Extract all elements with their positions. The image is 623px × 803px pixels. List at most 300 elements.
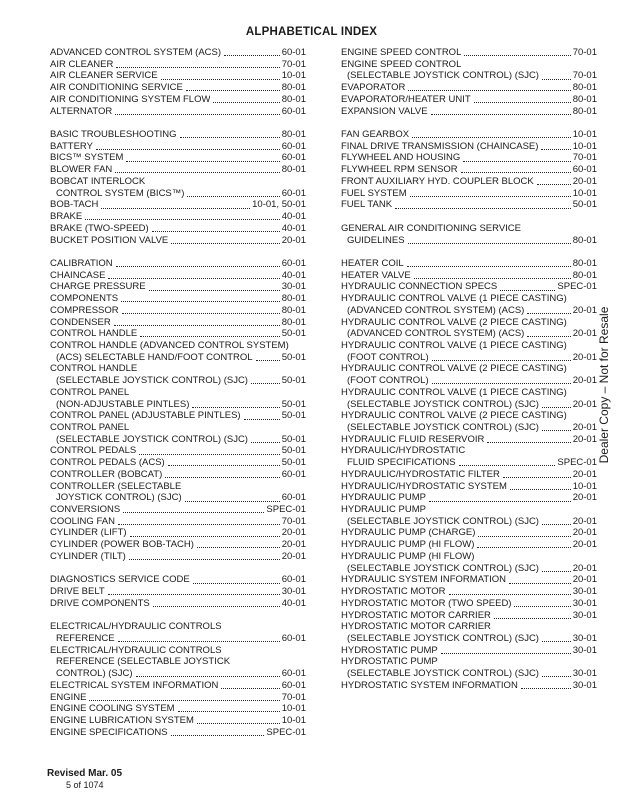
index-entry-label: FUEL SYSTEM <box>341 187 407 199</box>
index-entry-label: CONTROLLER (BOBCAT) <box>50 468 163 480</box>
index-entry-page: 80-01 <box>281 293 306 305</box>
index-entry-page: 80-01 <box>572 93 597 105</box>
index-entry-label: HYDROSTATIC MOTOR (TWO SPEED) <box>341 597 512 609</box>
index-entry-label: CYLINDER (TILT) <box>50 550 126 562</box>
index-row <box>341 633 597 645</box>
dot-leader <box>500 290 555 291</box>
dot-leader <box>101 208 250 209</box>
index-entry-page: 20-01 <box>572 492 597 504</box>
dot-leader <box>165 477 279 478</box>
index-entry-label: HYDRAULIC CONTROL VALVE (2 PIECE CASTING) <box>341 363 567 375</box>
dot-leader <box>116 266 280 267</box>
index-row <box>341 70 597 82</box>
index-entry-label: CONTROL HANDLE <box>50 328 138 340</box>
dot-leader <box>193 583 280 584</box>
index-entry-page: 70-01 <box>281 515 306 527</box>
index-row <box>50 82 306 94</box>
index-entry-page: 50-01 <box>281 375 306 387</box>
dot-leader <box>487 442 570 443</box>
dot-leader <box>477 547 570 548</box>
dot-leader <box>478 536 570 537</box>
index-entry-page: 50-01 <box>572 199 597 211</box>
index-entry-label: CALIBRATION <box>50 257 113 269</box>
index-row <box>341 199 597 211</box>
index-row <box>50 621 306 633</box>
index-row <box>341 363 597 375</box>
index-entry-page: 60-01 <box>281 105 306 117</box>
index-entry-label: CONTROL PANEL <box>50 422 130 433</box>
dot-leader <box>115 172 279 173</box>
index-entry-page: 60-01 <box>281 632 306 644</box>
index-entry-label: REFERENCE <box>56 632 115 644</box>
index-entry-label: BLOWER FAN <box>50 164 113 176</box>
index-entry-page: 30-01 <box>572 679 597 691</box>
index-row <box>50 305 306 317</box>
index-entry-page: 30-01 <box>572 632 597 644</box>
dot-leader <box>118 524 280 525</box>
dot-leader <box>152 231 280 232</box>
index-row <box>341 610 597 622</box>
dot-leader <box>431 114 571 115</box>
index-entry-page: 50-01 <box>281 445 306 457</box>
index-row <box>50 703 306 715</box>
dot-leader <box>542 79 571 80</box>
index-row <box>341 656 597 668</box>
dot-leader <box>463 161 570 162</box>
index-row <box>50 645 306 657</box>
index-entry-label: (FOOT CONTROL) <box>347 375 429 387</box>
index-row <box>341 586 597 598</box>
index-entry-label: AIR CLEANER SERVICE <box>50 70 158 82</box>
index-entry-page: 50-01 <box>281 410 306 422</box>
index-entry-label: HYDRAULIC FLUID RESERVOIR <box>341 433 485 445</box>
index-entry-label: CYLINDER (POWER BOB-TACH) <box>50 539 194 551</box>
index-entry-page: 20-01 <box>572 539 597 551</box>
spacer-row <box>341 211 597 223</box>
index-entry-label: HYDRAULIC PUMP <box>341 492 426 504</box>
dot-leader <box>251 442 280 443</box>
index-row <box>341 645 597 657</box>
index-entry-label: HYDRAULIC CONTROL VALVE (2 PIECE CASTING) <box>341 316 567 328</box>
dot-leader <box>121 301 280 302</box>
index-entry-label: CONTROLLER (SELECTABLE <box>50 480 182 492</box>
index-entry-label: ENGINE <box>50 691 87 703</box>
index-entry-label: HYDRAULIC CONTROL VALVE (1 PIECE CASTING) <box>341 293 567 305</box>
index-entry-page: 70-01 <box>281 691 306 703</box>
index-entry-label: FRONT AUXILIARY HYD. COUPLER BLOCK <box>341 175 534 187</box>
index-row <box>341 235 597 247</box>
index-row <box>50 258 306 270</box>
dot-leader <box>140 336 279 337</box>
index-entry-page: 70-01 <box>572 47 597 58</box>
index-row <box>341 129 597 141</box>
dot-leader <box>441 653 571 654</box>
index-entry-label: ENGINE COOLING SYSTEM <box>50 703 175 715</box>
dot-leader <box>494 618 571 619</box>
index-row <box>341 539 597 551</box>
index-entry-label: CHARGE PRESSURE <box>50 281 146 293</box>
index-entry-label: DIAGNOSTICS SERVICE CODE <box>50 574 190 586</box>
index-row <box>341 387 597 399</box>
index-entry-label: BOB-TACH <box>50 199 99 211</box>
dot-leader <box>514 606 570 607</box>
index-entry-page: 60-01 <box>281 468 306 480</box>
index-entry-page: 30-01 <box>572 586 597 598</box>
index-row <box>341 504 597 516</box>
index-row <box>50 152 306 164</box>
dot-leader <box>407 266 571 267</box>
index-entry-label: CONTROL HANDLE (ADVANCED CONTROL SYSTEM) <box>50 339 289 351</box>
index-entry-label: DRIVE BELT <box>50 586 105 598</box>
dot-leader <box>126 161 279 162</box>
index-row <box>50 516 306 528</box>
index-entry-label: BICS™ SYSTEM <box>50 152 124 164</box>
index-row <box>50 410 306 422</box>
index-entry-page: 30-01 <box>572 597 597 609</box>
index-entry-label: (SELECTABLE JOYSTICK CONTROL) (SJC) <box>56 433 248 445</box>
dot-leader <box>114 325 280 326</box>
index-row <box>50 59 306 71</box>
index-row <box>341 457 597 469</box>
index-row <box>341 328 597 340</box>
index-entry-label: HYDRAULIC/HYDROSTATIC FILTER <box>341 468 500 480</box>
index-entry-label: ENGINE SPEED CONTROL <box>341 47 462 58</box>
index-entry-label: (SELECTABLE JOYSTICK CONTROL) (SJC) <box>347 562 539 574</box>
index-entry-label: HYDROSTATIC SYSTEM INFORMATION <box>341 679 518 691</box>
index-row <box>341 375 597 387</box>
index-row <box>341 176 597 188</box>
dot-leader <box>178 711 280 712</box>
index-entry-label: FLYWHEEL RPM SENSOR <box>341 164 458 176</box>
index-entry-page: 20-01 <box>572 375 597 387</box>
index-entry-page: 60-01 <box>281 257 306 269</box>
index-entry-label: HYDRAULIC PUMP (CHARGE) <box>341 527 476 539</box>
index-entry-label: ENGINE SPEED CONTROL <box>341 58 462 70</box>
index-entry-label: BASIC TROUBLESHOOTING <box>50 129 177 141</box>
dot-leader <box>464 55 570 56</box>
dot-leader <box>108 594 280 595</box>
dot-leader <box>461 172 571 173</box>
index-entry-label: CONTROL SYSTEM (BICS™) <box>56 187 185 199</box>
index-entry-label: FUEL TANK <box>341 199 393 211</box>
index-entry-label: CHAINCASE <box>50 269 106 281</box>
index-row <box>341 352 597 364</box>
index-row <box>50 551 306 563</box>
index-row <box>341 293 597 305</box>
dot-leader <box>122 313 280 314</box>
dot-leader <box>224 55 280 56</box>
index-entry-page: 20-01 <box>572 433 597 445</box>
index-row <box>341 270 597 282</box>
index-row <box>341 305 597 317</box>
index-row <box>341 445 597 457</box>
index-entry-label: AIR CONDITIONING SERVICE <box>50 82 183 94</box>
index-entry-label: ELECTRICAL/HYDRAULIC CONTROLS <box>50 644 222 656</box>
index-row <box>341 574 597 586</box>
index-entry-page: 20-01 <box>572 351 597 363</box>
index-row <box>341 340 597 352</box>
index-entry-page: 10-01 <box>572 129 597 141</box>
dot-leader <box>432 383 571 384</box>
index-entry-page: 60-01 <box>281 140 306 152</box>
index-entry-label: CONTROL PEDALS (ACS) <box>50 457 165 469</box>
dot-leader <box>542 430 571 431</box>
index-entry-page: 80-01 <box>572 82 597 94</box>
index-entry-page: 20-01 <box>572 304 597 316</box>
index-row <box>341 492 597 504</box>
index-row <box>341 399 597 411</box>
dot-leader <box>509 583 571 584</box>
index-entry-page: 30-01 <box>572 668 597 680</box>
index-row <box>50 235 306 247</box>
index-entry-label: CONVERSIONS <box>50 504 121 516</box>
index-row <box>341 106 597 118</box>
dot-leader <box>527 336 570 337</box>
dot-leader <box>130 536 280 537</box>
index-row <box>341 164 597 176</box>
dot-leader <box>161 79 280 80</box>
index-entry-label: FAN GEARBOX <box>341 129 410 141</box>
index-row <box>50 527 306 539</box>
index-row <box>341 152 597 164</box>
dot-leader <box>180 137 280 138</box>
index-row <box>50 340 306 352</box>
index-entry-page: 60-01 <box>281 492 306 504</box>
index-entry-label: HEATER COIL <box>341 257 404 269</box>
index-row <box>50 504 306 516</box>
dot-leader <box>139 454 279 455</box>
index-entry-label: JOYSTICK CONTROL) (SJC) <box>56 492 182 504</box>
index-row <box>50 434 306 446</box>
index-entry-label: EXPANSION VALVE <box>341 105 428 117</box>
index-entry-page: 70-01 <box>572 70 597 82</box>
index-entry-label: COOLING FAN <box>50 515 115 527</box>
index-entry-page: 70-01 <box>572 152 597 164</box>
index-entry-label: HYDRAULIC PUMP (HI FLOW) <box>341 550 475 562</box>
spacer-row <box>50 246 306 258</box>
dot-leader <box>541 149 570 150</box>
index-entry-page: 80-01 <box>281 82 306 94</box>
dot-leader <box>213 102 279 103</box>
index-entry-label: HYDRAULIC SYSTEM INFORMATION <box>341 574 507 586</box>
dot-leader <box>542 571 571 572</box>
index-entry-page: 20-01 <box>572 422 597 433</box>
index-entry-label: (SELECTABLE JOYSTICK CONTROL) (SJC) <box>347 515 539 527</box>
index-entry-label: DRIVE COMPONENTS <box>50 597 150 609</box>
index-entry-label: BUCKET POSITION VALVE <box>50 234 169 246</box>
index-entry-label: GUIDELINES <box>347 234 405 246</box>
dot-leader <box>89 700 279 701</box>
index-row <box>50 141 306 153</box>
dot-leader <box>118 641 280 642</box>
spacer-row <box>341 117 597 129</box>
index-entry-page: 10-01 <box>281 70 306 82</box>
dot-leader <box>395 208 571 209</box>
index-entry-page: 20-01 <box>281 234 306 246</box>
index-row <box>341 59 597 71</box>
dot-leader <box>542 407 571 408</box>
index-entry-label: HYDROSTATIC MOTOR CARRIER <box>341 621 491 633</box>
spacer-row <box>341 246 597 258</box>
index-row <box>50 176 306 188</box>
index-row <box>50 574 306 586</box>
index-entry-page: 30-01 <box>572 644 597 656</box>
index-entry-label: (ADVANCED CONTROL SYSTEM) (ACS) <box>347 304 525 316</box>
index-entry-label: FLYWHEEL AND HOUSING <box>341 152 461 164</box>
index-row <box>341 94 597 106</box>
dot-leader <box>414 278 571 279</box>
index-entry-label: HYDRAULIC/HYDROSTATIC SYSTEM <box>341 480 507 492</box>
dot-leader <box>123 512 264 513</box>
index-entry-page: 10-01 <box>572 480 597 492</box>
index-entry-page: 20-01 <box>572 468 597 480</box>
index-row <box>341 188 597 200</box>
index-entry-label: BRAKE (TWO-SPEED) <box>50 222 149 234</box>
index-row <box>50 539 306 551</box>
index-entry-page: 30-01 <box>281 586 306 598</box>
index-entry-page: 10-01 <box>572 187 597 199</box>
index-entry-label: (SELECTABLE JOYSTICK CONTROL) (SJC) <box>347 70 539 82</box>
index-entry-label: ELECTRICAL/HYDRAULIC CONTROLS <box>50 621 222 633</box>
index-row <box>341 527 597 539</box>
index-entry-page: 80-01 <box>572 105 597 117</box>
index-entry-page: 40-01 <box>281 222 306 234</box>
dot-leader <box>115 114 279 115</box>
index-entry-page: SPEC-01 <box>557 281 597 293</box>
index-entry-page: 30-01 <box>281 281 306 293</box>
index-entry-label: HYDROSTATIC PUMP <box>341 644 438 656</box>
index-entry-page: 10-01, 50-01 <box>252 199 306 211</box>
index-entry-page: 40-01 <box>281 211 306 223</box>
dot-leader <box>542 641 571 642</box>
index-entry-label: AIR CLEANER <box>50 58 114 70</box>
dot-leader <box>192 407 279 408</box>
index-entry-label: (SELECTABLE JOYSTICK CONTROL) (SJC) <box>347 668 539 680</box>
index-entry-page: 20-01 <box>572 175 597 187</box>
dot-leader <box>185 501 280 502</box>
index-row <box>50 270 306 282</box>
index-entry-label: EVAPORATOR <box>341 82 406 94</box>
index-row <box>50 223 306 235</box>
dot-leader <box>408 243 571 244</box>
index-entry-page: 60-01 <box>281 574 306 586</box>
dot-leader <box>186 90 280 91</box>
index-entry-label: HYDRAULIC PUMP (HI FLOW) <box>341 539 475 551</box>
index-entry-label: ELECTRICAL SYSTEM INFORMATION <box>50 679 219 691</box>
index-row <box>50 94 306 106</box>
index-row <box>341 621 597 633</box>
index-row <box>50 70 306 82</box>
index-entry-label: HYDROSTATIC MOTOR <box>341 586 446 598</box>
index-entry-label: (SELECTABLE JOYSTICK CONTROL) (SJC) <box>347 398 539 410</box>
index-entry-label: HYDRAULIC PUMP <box>341 504 426 516</box>
dot-leader <box>256 360 280 361</box>
dot-leader <box>149 290 280 291</box>
index-row <box>341 668 597 680</box>
index-entry-label: CONTROL PANEL (ADJUSTABLE PINTLES) <box>50 410 241 422</box>
index-entry-label: COMPRESSOR <box>50 304 119 316</box>
index-row <box>50 363 306 375</box>
index-entry-label: AIR CONDITIONING SYSTEM FLOW <box>50 93 211 105</box>
index-entry-page: 40-01 <box>281 269 306 281</box>
index-entry-page: 60-01 <box>281 47 306 58</box>
index-entry-label: ALTERNATOR <box>50 105 113 117</box>
index-entry-label: (NON-ADJUSTABLE PINTLES) <box>56 398 190 410</box>
index-row <box>341 410 597 422</box>
index-entry-page: 70-01 <box>281 58 306 70</box>
dot-leader <box>96 149 280 150</box>
index-entry-label: CONTROL HANDLE <box>50 363 138 375</box>
index-row <box>50 317 306 329</box>
dot-leader <box>251 383 280 384</box>
index-row <box>50 656 306 668</box>
index-row <box>341 481 597 493</box>
index-row <box>341 598 597 610</box>
index-row <box>50 164 306 176</box>
index-entry-label: ADVANCED CONTROL SYSTEM (ACS) <box>50 47 222 58</box>
dot-leader <box>197 723 280 724</box>
index-entry-label: HYDRAULIC/HYDROSTATIC <box>341 445 466 457</box>
index-row <box>50 352 306 364</box>
index-entry-page: 20-01 <box>572 574 597 586</box>
index-entry-label: EVAPORATOR/HEATER UNIT <box>341 93 471 105</box>
index-row <box>50 457 306 469</box>
index-entry-label: REFERENCE (SELECTABLE JOYSTICK <box>56 656 231 668</box>
page-indicator: 5 of 1074 <box>66 780 104 790</box>
index-entry-page: 60-01 <box>281 668 306 680</box>
index-row <box>341 47 597 59</box>
index-entry-label: COMPONENTS <box>50 293 119 305</box>
index-column-right <box>341 47 597 692</box>
index-entry-label: HYDROSTATIC PUMP <box>341 656 438 668</box>
index-row <box>50 586 306 598</box>
index-entry-page: 10-01 <box>281 703 306 715</box>
dot-leader <box>412 137 571 138</box>
index-row <box>50 387 306 399</box>
index-entry-page: 60-01 <box>281 679 306 691</box>
index-entry-page: 80-01 <box>281 316 306 328</box>
index-entry-label: (SELECTABLE JOYSTICK CONTROL) (SJC) <box>347 632 539 644</box>
dot-leader <box>542 524 571 525</box>
dot-leader <box>429 501 571 502</box>
index-row <box>341 469 597 481</box>
index-row <box>341 563 597 575</box>
index-entry-label: CONTROL PANEL <box>50 386 130 398</box>
index-entry-page: 50-01 <box>281 457 306 469</box>
index-row <box>50 422 306 434</box>
revision-note: Revised Mar. 05 <box>47 768 123 779</box>
index-entry-page: 10-01 <box>281 714 306 726</box>
index-row <box>50 727 306 739</box>
index-entry-label: (SELECTABLE JOYSTICK CONTROL) (SJC) <box>347 422 539 433</box>
index-entry-page: 20-01 <box>572 562 597 574</box>
index-row <box>50 47 306 59</box>
index-entry-page: 80-01 <box>281 164 306 176</box>
dot-leader <box>521 688 571 689</box>
index-entry-label: BOBCAT INTERLOCK <box>50 175 146 187</box>
dot-leader <box>221 688 279 689</box>
index-entry-page: 20-01 <box>281 550 306 562</box>
index-entry-page: 50-01 <box>281 433 306 445</box>
index-entry-page: 80-01 <box>572 269 597 281</box>
index-entry-page: 20-01 <box>572 328 597 340</box>
index-row <box>341 516 597 528</box>
index-row <box>50 481 306 493</box>
index-entry-label: HEATER VALVE <box>341 269 411 281</box>
index-entry-label: BRAKE <box>50 211 83 223</box>
dealer-copy-watermark: Dealer Copy – Not for Resale <box>597 306 611 464</box>
index-row <box>50 199 306 211</box>
